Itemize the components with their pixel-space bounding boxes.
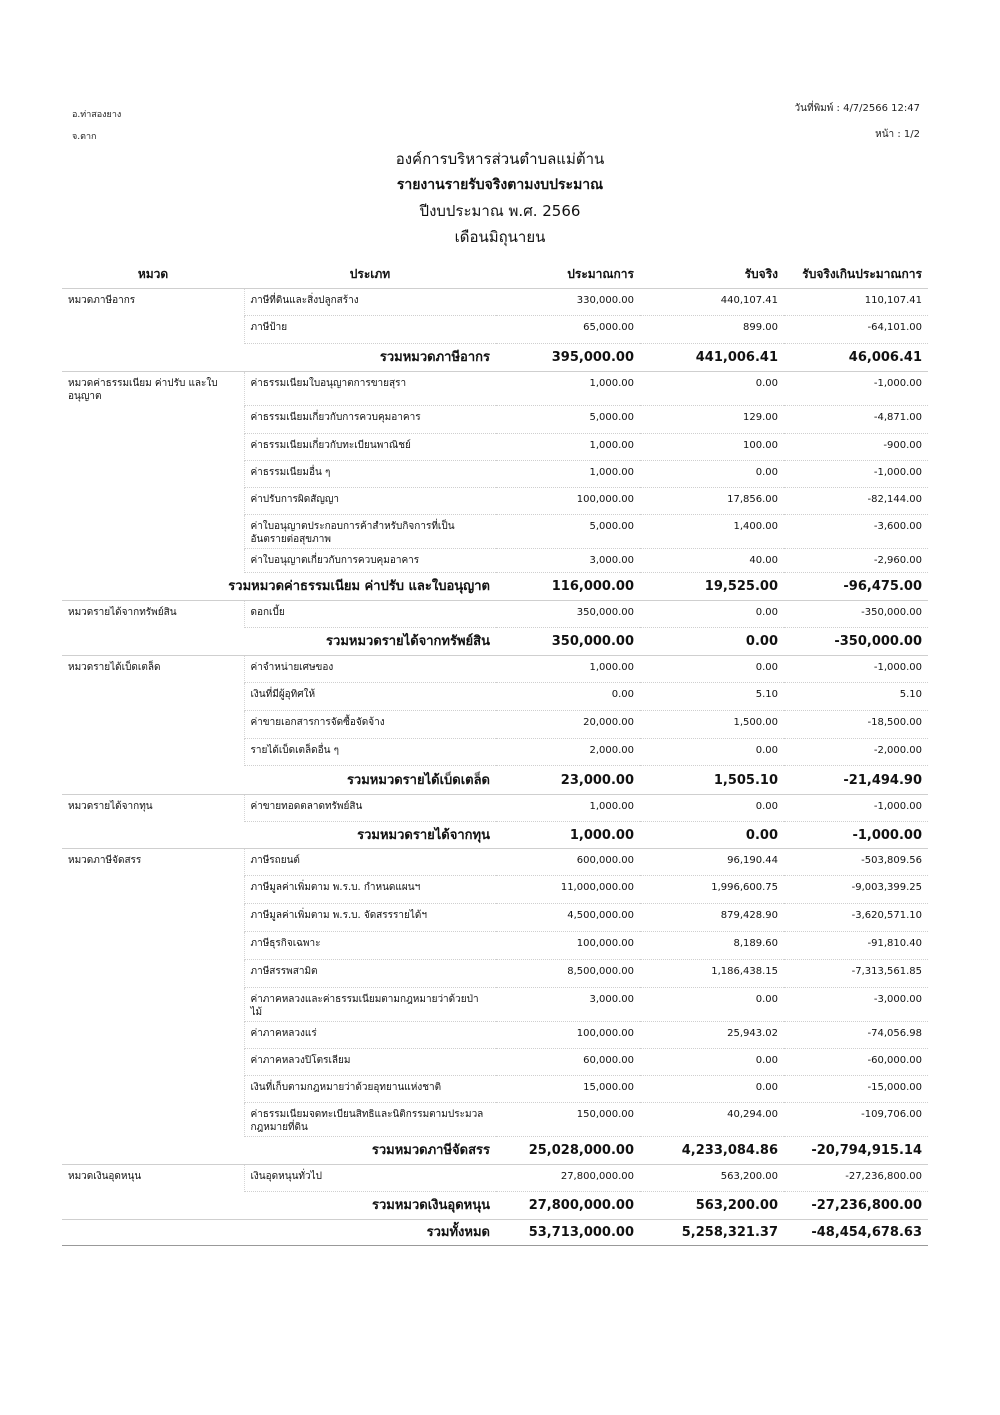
table-row	[62, 488, 928, 515]
category-cell	[62, 1022, 244, 1049]
type-cell: ค่าใบอนุญาตประกอบการค้าสำหรับกิจการที่เป็นอันตรายต่อสุขภาพ	[244, 515, 496, 549]
subtotal-actual: 1,505.10	[640, 766, 784, 795]
actual-cell: 8,189.60	[640, 932, 784, 960]
estimate-cell: 3,000.00	[496, 988, 640, 1022]
actual-cell: 563,200.00	[640, 1165, 784, 1192]
category-cell	[62, 1103, 244, 1137]
subtotal-row	[62, 1137, 928, 1165]
estimate-cell: 100,000.00	[496, 488, 640, 515]
table-row	[62, 1049, 928, 1076]
actual-cell: 0.00	[640, 1049, 784, 1076]
subtotal-estimate: 23,000.00	[496, 766, 640, 795]
type-cell: ค่าจำหน่ายเศษของ	[244, 656, 496, 683]
diff-cell: -3,600.00	[784, 515, 928, 549]
category-cell	[62, 988, 244, 1022]
type-cell: ค่าภาคหลวงแร่	[244, 1022, 496, 1049]
type-cell: ภาษีมูลค่าเพิ่มตาม พ.ร.บ. จัดสรรรายได้ฯ	[244, 904, 496, 932]
category-cell: หมวดรายได้จากทุน	[68, 801, 153, 812]
table-row	[62, 656, 928, 683]
estimate-cell: 100,000.00	[496, 1022, 640, 1049]
table-row	[62, 988, 928, 1022]
estimate-cell: 350,000.00	[496, 601, 640, 628]
type-cell: ค่าขายทอดตลาดทรัพย์สิน	[244, 795, 496, 822]
type-cell: ดอกเบี้ย	[244, 601, 496, 628]
print-info	[795, 96, 920, 148]
subtotal-row	[62, 766, 928, 795]
diff-cell: -4,871.00	[784, 406, 928, 434]
estimate-cell: 4,500,000.00	[496, 904, 640, 932]
actual-cell: 1,500.00	[640, 711, 784, 739]
estimate-cell: 65,000.00	[496, 316, 640, 344]
category-cell	[62, 316, 244, 344]
diff-cell: -82,144.00	[784, 488, 928, 515]
report-month: เดือนมิถุนายน	[454, 228, 546, 246]
actual-cell: 1,400.00	[640, 515, 784, 549]
diff-cell: -2,960.00	[784, 549, 928, 573]
category-cell: หมวดภาษีจัดสรร	[68, 855, 142, 866]
diff-cell: -3,000.00	[784, 988, 928, 1022]
diff-cell: -350,000.00	[784, 601, 928, 628]
province-label: จ.ตาก	[72, 132, 97, 142]
category-cell	[62, 932, 244, 960]
subtotal-actual: 19,525.00	[640, 573, 784, 601]
category-cell	[62, 434, 244, 461]
diff-cell: -1,000.00	[784, 656, 928, 683]
type-cell: เงินที่มีผู้อุทิศให้	[244, 683, 496, 711]
category-cell	[62, 1049, 244, 1076]
estimate-cell: 330,000.00	[496, 289, 640, 316]
estimate-cell: 11,000,000.00	[496, 876, 640, 904]
category-cell: หมวดรายได้จากทรัพย์สิน	[68, 607, 177, 618]
type-cell: ภาษีธุรกิจเฉพาะ	[244, 932, 496, 960]
subtotal-diff: -350,000.00	[784, 628, 928, 656]
estimate-cell: 150,000.00	[496, 1103, 640, 1137]
estimate-cell: 1,000.00	[496, 795, 640, 822]
subtotal-diff: -27,236,800.00	[784, 1192, 928, 1220]
diff-cell: -1,000.00	[784, 372, 928, 406]
subtotal-estimate: 27,800,000.00	[496, 1192, 640, 1220]
table-row	[62, 739, 928, 766]
fiscal-year: ปีงบประมาณ พ.ศ. 2566	[419, 202, 581, 220]
estimate-cell: 60,000.00	[496, 1049, 640, 1076]
actual-cell: 0.00	[640, 461, 784, 488]
subtotal-label: รวมหมวดภาษีจัดสรร	[62, 1137, 496, 1165]
subtotal-label: รวมหมวดรายได้จากทุน	[62, 822, 496, 849]
subtotal-row	[62, 1192, 928, 1220]
actual-cell: 1,186,438.15	[640, 960, 784, 988]
actual-cell: 440,107.41	[640, 289, 784, 316]
type-cell: เงินที่เก็บตามกฎหมายว่าด้วยอุทยานแห่งชาติ	[244, 1076, 496, 1103]
actual-cell: 40.00	[640, 549, 784, 573]
diff-cell: -18,500.00	[784, 711, 928, 739]
table-row	[62, 406, 928, 434]
estimate-cell: 600,000.00	[496, 849, 640, 876]
subtotal-row	[62, 628, 928, 656]
subtotal-label: รวมหมวดค่าธรรมเนียม ค่าปรับ และใบอนุญาต	[62, 573, 496, 601]
category-cell	[62, 406, 244, 434]
subtotal-label: รวมหมวดเงินอุดหนุน	[62, 1192, 496, 1220]
table-row	[62, 904, 928, 932]
actual-cell: 0.00	[640, 739, 784, 766]
diff-cell: 5.10	[784, 683, 928, 711]
table-row	[62, 876, 928, 904]
actual-cell: 0.00	[640, 601, 784, 628]
table-row	[62, 932, 928, 960]
actual-cell: 1,996,600.75	[640, 876, 784, 904]
category-cell: หมวดภาษีอากร	[68, 295, 136, 306]
subtotal-estimate: 1,000.00	[496, 822, 640, 849]
category-cell	[62, 461, 244, 488]
category-cell	[62, 876, 244, 904]
table-row	[62, 849, 928, 876]
table-row	[62, 549, 928, 573]
subtotal-row	[62, 822, 928, 849]
subtotal-diff: -96,475.00	[784, 573, 928, 601]
diff-cell: -503,809.56	[784, 849, 928, 876]
report-title: รายงานรายรับจริงตามงบประมาณ	[396, 177, 604, 193]
estimate-cell: 100,000.00	[496, 932, 640, 960]
subtotal-estimate: 350,000.00	[496, 628, 640, 656]
table-row	[62, 1076, 928, 1103]
col-header-category: หมวด	[62, 260, 244, 289]
estimate-cell: 0.00	[496, 683, 640, 711]
subtotal-label: รวมหมวดรายได้จากทรัพย์สิน	[62, 628, 496, 656]
actual-cell: 0.00	[640, 795, 784, 822]
category-cell	[62, 488, 244, 515]
estimate-cell: 2,000.00	[496, 739, 640, 766]
diff-cell: -74,056.98	[784, 1022, 928, 1049]
diff-cell: -1,000.00	[784, 795, 928, 822]
location-block	[72, 104, 121, 148]
actual-cell: 0.00	[640, 988, 784, 1022]
estimate-cell: 1,000.00	[496, 372, 640, 406]
type-cell: ค่าธรรมเนียมเกี่ยวกับทะเบียนพาณิชย์	[244, 434, 496, 461]
table-row	[62, 461, 928, 488]
diff-cell: -15,000.00	[784, 1076, 928, 1103]
col-header-estimate: ประมาณการ	[496, 260, 640, 289]
actual-cell: 96,190.44	[640, 849, 784, 876]
type-cell: เงินอุดหนุนทั่วไป	[244, 1165, 496, 1192]
diff-cell: -64,101.00	[784, 316, 928, 344]
category-cell: หมวดค่าธรรมเนียม ค่าปรับ และใบอนุญาต	[68, 378, 218, 402]
subtotal-label: รวมหมวดรายได้เบ็ดเตล็ด	[62, 766, 496, 795]
type-cell: ค่าธรรมเนียมใบอนุญาตการขายสุรา	[244, 372, 496, 406]
diff-cell: -109,706.00	[784, 1103, 928, 1137]
table-row	[62, 372, 928, 406]
subtotal-actual: 441,006.41	[640, 344, 784, 372]
category-cell	[62, 960, 244, 988]
diff-cell: 110,107.41	[784, 289, 928, 316]
diff-cell: -2,000.00	[784, 739, 928, 766]
table-row	[62, 289, 928, 316]
table-row	[62, 1103, 928, 1137]
diff-cell: -900.00	[784, 434, 928, 461]
table-header-row	[62, 260, 928, 289]
grand-total-label: รวมทั้งหมด	[62, 1220, 496, 1246]
category-cell	[62, 711, 244, 739]
actual-cell: 5.10	[640, 683, 784, 711]
subtotal-estimate: 25,028,000.00	[496, 1137, 640, 1165]
actual-cell: 129.00	[640, 406, 784, 434]
col-header-type: ประเภท	[244, 260, 496, 289]
subtotal-diff: -21,494.90	[784, 766, 928, 795]
diff-cell: -1,000.00	[784, 461, 928, 488]
subtotal-actual: 563,200.00	[640, 1192, 784, 1220]
type-cell: ค่าธรรมเนียมเกี่ยวกับการควบคุมอาคาร	[244, 406, 496, 434]
estimate-cell: 8,500,000.00	[496, 960, 640, 988]
type-cell: รายได้เบ็ดเตล็ดอื่น ๆ	[244, 739, 496, 766]
type-cell: ค่าใบอนุญาตเกี่ยวกับการควบคุมอาคาร	[244, 549, 496, 573]
subtotal-actual: 4,233,084.86	[640, 1137, 784, 1165]
type-cell: ค่าธรรมเนียมอื่น ๆ	[244, 461, 496, 488]
type-cell: ค่าธรรมเนียมจดทะเบียนสิทธิและนิติกรรมตามประมวลกฎหมายที่ดิน	[244, 1103, 496, 1137]
type-cell: ค่าปรับการผิดสัญญา	[244, 488, 496, 515]
actual-cell: 25,943.02	[640, 1022, 784, 1049]
actual-cell: 17,856.00	[640, 488, 784, 515]
category-cell: หมวดเงินอุดหนุน	[68, 1171, 142, 1182]
type-cell: ภาษีที่ดินและสิ่งปลูกสร้าง	[244, 289, 496, 316]
col-header-actual: รับจริง	[640, 260, 784, 289]
type-cell: ค่าภาคหลวงและค่าธรรมเนียมตามกฎหมายว่าด้วยป่าไม้	[244, 988, 496, 1022]
estimate-cell: 5,000.00	[496, 515, 640, 549]
category-cell	[62, 549, 244, 573]
estimate-cell: 1,000.00	[496, 461, 640, 488]
estimate-cell: 5,000.00	[496, 406, 640, 434]
table-body	[62, 289, 928, 1246]
actual-cell: 100.00	[640, 434, 784, 461]
actual-cell: 879,428.90	[640, 904, 784, 932]
estimate-cell: 1,000.00	[496, 656, 640, 683]
table-row	[62, 960, 928, 988]
table-row	[62, 711, 928, 739]
col-header-diff: รับจริงเกินประมาณการ	[784, 260, 928, 289]
diff-cell: -9,003,399.25	[784, 876, 928, 904]
grand-total-diff: -48,454,678.63	[784, 1220, 928, 1246]
org-name: องค์การบริหารส่วนตำบลแม่ต้าน	[395, 150, 605, 168]
table-row	[62, 601, 928, 628]
category-cell	[62, 515, 244, 549]
actual-cell: 0.00	[640, 656, 784, 683]
diff-cell: -27,236,800.00	[784, 1165, 928, 1192]
subtotal-diff: -20,794,915.14	[784, 1137, 928, 1165]
category-cell: หมวดรายได้เบ็ดเตล็ด	[68, 662, 161, 673]
estimate-cell: 27,800,000.00	[496, 1165, 640, 1192]
diff-cell: -7,313,561.85	[784, 960, 928, 988]
subtotal-row	[62, 344, 928, 372]
page-number: หน้า : 1/2	[875, 129, 920, 140]
grand-total-row	[62, 1220, 928, 1246]
type-cell: ภาษีรถยนต์	[244, 849, 496, 876]
estimate-cell: 20,000.00	[496, 711, 640, 739]
subtotal-diff: -1,000.00	[784, 822, 928, 849]
type-cell: ภาษีป้าย	[244, 316, 496, 344]
table-row	[62, 1022, 928, 1049]
district-label: อ.ท่าสองยาง	[72, 110, 122, 120]
table-row	[62, 316, 928, 344]
actual-cell: 0.00	[640, 1076, 784, 1103]
table-row	[62, 795, 928, 822]
actual-cell: 40,294.00	[640, 1103, 784, 1137]
estimate-cell: 15,000.00	[496, 1076, 640, 1103]
report-titles	[0, 146, 1000, 250]
subtotal-diff: 46,006.41	[784, 344, 928, 372]
category-cell	[62, 1076, 244, 1103]
subtotal-row	[62, 573, 928, 601]
type-cell: ค่าขายเอกสารการจัดซื้อจัดจ้าง	[244, 711, 496, 739]
table-row	[62, 683, 928, 711]
type-cell: ค่าภาคหลวงปิโตรเลียม	[244, 1049, 496, 1076]
table-row	[62, 515, 928, 549]
category-cell	[62, 683, 244, 711]
estimate-cell: 3,000.00	[496, 549, 640, 573]
subtotal-estimate: 395,000.00	[496, 344, 640, 372]
grand-total-actual: 5,258,321.37	[640, 1220, 784, 1246]
subtotal-estimate: 116,000.00	[496, 573, 640, 601]
print-date: วันที่พิมพ์ : 4/7/2566 12:47	[794, 103, 920, 114]
category-cell	[62, 904, 244, 932]
revenue-table	[62, 260, 928, 1246]
table-row	[62, 1165, 928, 1192]
type-cell: ภาษีมูลค่าเพิ่มตาม พ.ร.บ. กำหนดแผนฯ	[244, 876, 496, 904]
subtotal-actual: 0.00	[640, 628, 784, 656]
subtotal-actual: 0.00	[640, 822, 784, 849]
category-cell	[62, 739, 244, 766]
grand-total-estimate: 53,713,000.00	[496, 1220, 640, 1246]
actual-cell: 0.00	[640, 372, 784, 406]
diff-cell: -3,620,571.10	[784, 904, 928, 932]
diff-cell: -60,000.00	[784, 1049, 928, 1076]
table-row	[62, 434, 928, 461]
subtotal-label: รวมหมวดภาษีอากร	[62, 344, 496, 372]
diff-cell: -91,810.40	[784, 932, 928, 960]
type-cell: ภาษีสรรพสามิต	[244, 960, 496, 988]
estimate-cell: 1,000.00	[496, 434, 640, 461]
actual-cell: 899.00	[640, 316, 784, 344]
